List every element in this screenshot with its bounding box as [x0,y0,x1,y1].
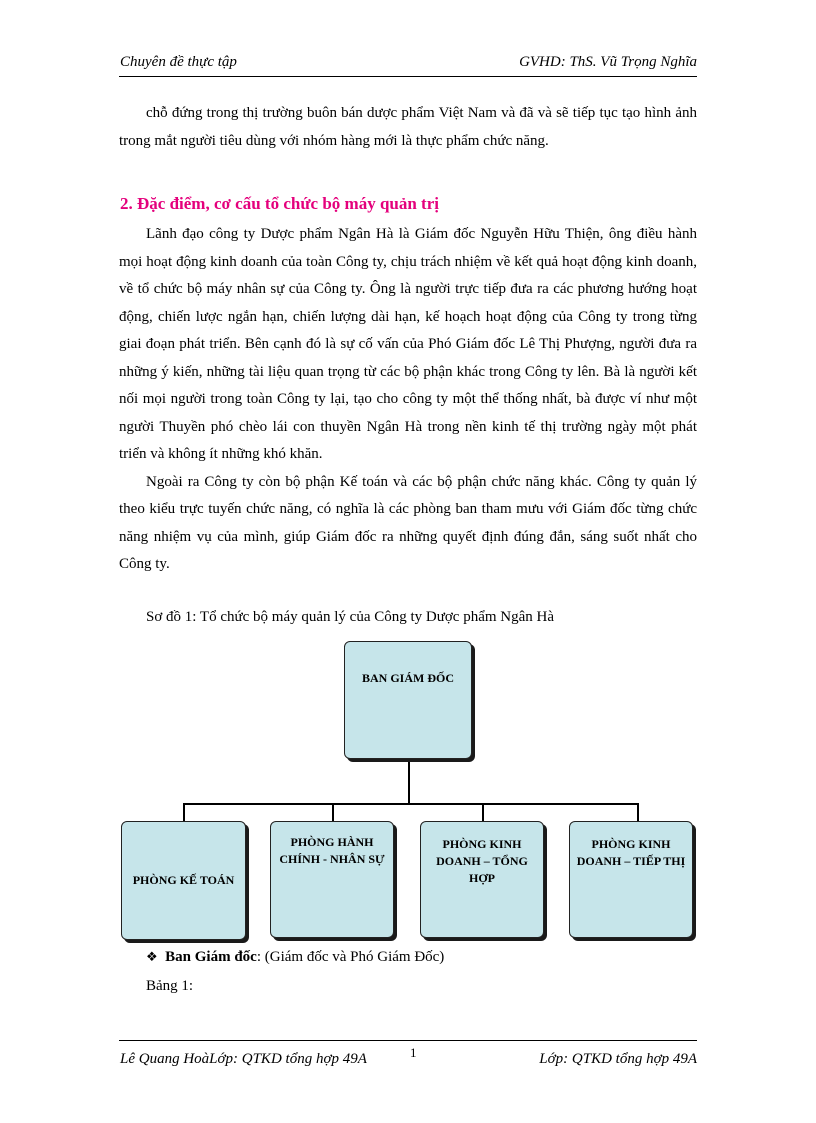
org-box-marketing-line: PHÒNG KINH [591,837,671,851]
connector-horizontal [183,803,639,805]
page-number: 1 [410,1045,417,1060]
connector-drop-4 [637,803,639,823]
paragraph-leadership: Lãnh đạo công ty Dược phẩm Ngân Hà là Giám đốc Nguyễn Hữu Thiện, ông điều hành mọi hoạt động kinh doanh của toàn Công ty, chịu trách nhiệm về kết quả hoạt động kinh doanh, về tổ chức bộ máy nhân sự của Công ty. Ông là người trực tiếp đưa ra các phương hướng hoạt động, chiến lược ngắn hạn, chiến lượng dài hạn, kế hoạch hoạt động của Công ty trong từng giai đoạn phát triển. Bên cạnh đó là sự cố vấn của Phó Giám đốc Lê Thị Phượng, người đưa ra những ý kiến, những tài liệu quan trọng từ các bộ phận khác trong Công ty lên. Bà là người kết nối mọi người trong toàn Công ty lại, tạo cho công ty một thể thống nhất, bà được ví như một người Thuyền phó chèo lái con thuyền Ngân Hà trong nền kinh tế thị trường ngày một phát triển và không ít những khó khăn. [119,226,697,462]
org-box-admin-hr-line: CHÍNH - NHÂN SỰ [279,852,385,866]
connector-vertical-main [408,762,410,805]
section-heading: 2. Đặc điểm, cơ cấu tổ chức bộ máy quản trị [120,194,439,213]
diamond-bullet-icon: ❖ [146,950,158,965]
org-box-general-business-line: PHÒNG KINH [442,837,522,851]
org-box-board-label: BAN GIÁM ĐỐC [362,671,454,685]
page-header [119,50,697,77]
header-left: Chuyên đề thực tập [120,54,237,70]
bullet-title: Ban Giám đốc [165,949,257,965]
intro-block [119,100,697,155]
intro-paragraph: chỗ đứng trong thị trường buôn bán dược phẩm Việt Nam và đã và sẽ tiếp tục tạo hình ảnh trong mắt người tiêu dùng với nhóm hàng mới là thực phẩm chức năng. [119,105,697,149]
org-box-general-business [420,821,544,938]
org-box-admin-hr [270,821,394,938]
org-box-board [344,641,472,759]
footer-right: Lớp: QTKD tổng hợp 49A [539,1051,697,1067]
org-box-accounting [121,821,246,940]
org-box-accounting-line: PHÒNG KẾ TOÁN [132,873,235,887]
body-text [119,221,697,579]
org-box-marketing-line: DOANH – TIẾP THỊ [576,854,686,868]
org-box-admin-hr-line: PHÒNG HÀNH [290,835,374,849]
diagram-caption: Sơ đồ 1: Tổ chức bộ máy quản lý của Công ty Dược phẩm Ngân Hà [146,609,555,625]
connector-drop-3 [482,803,484,823]
footer-left: Lê Quang HoàLớp: QTKD tổng hợp 49A [120,1051,367,1067]
connector-drop-2 [332,803,334,823]
org-box-general-business-line: HỢP [468,871,495,885]
paragraph-departments: Ngoài ra Công ty còn bộ phận Kế toán và các bộ phận chức năng khác. Công ty quản lý theo kiểu trực tuyến chức năng, có nghĩa là các phòng ban tham mưu với Giám đốc từng chức năng nhiệm vụ của mình, giúp Giám đốc ra những quyết định đúng đắn, sáng suốt nhất cho Công ty. [119,473,697,572]
header-right: GVHD: ThS. Vũ Trọng Nghĩa [519,54,697,70]
bullet-detail: : (Giám đốc và Phó Giám Đốc) [256,949,445,965]
connector-drop-1 [183,803,185,823]
org-box-marketing [569,821,693,938]
table-label: Bảng 1: [146,978,194,994]
bullet-board [146,949,444,966]
org-box-general-business-line: DOANH – TỔNG [436,854,528,868]
page-footer [119,1040,697,1071]
